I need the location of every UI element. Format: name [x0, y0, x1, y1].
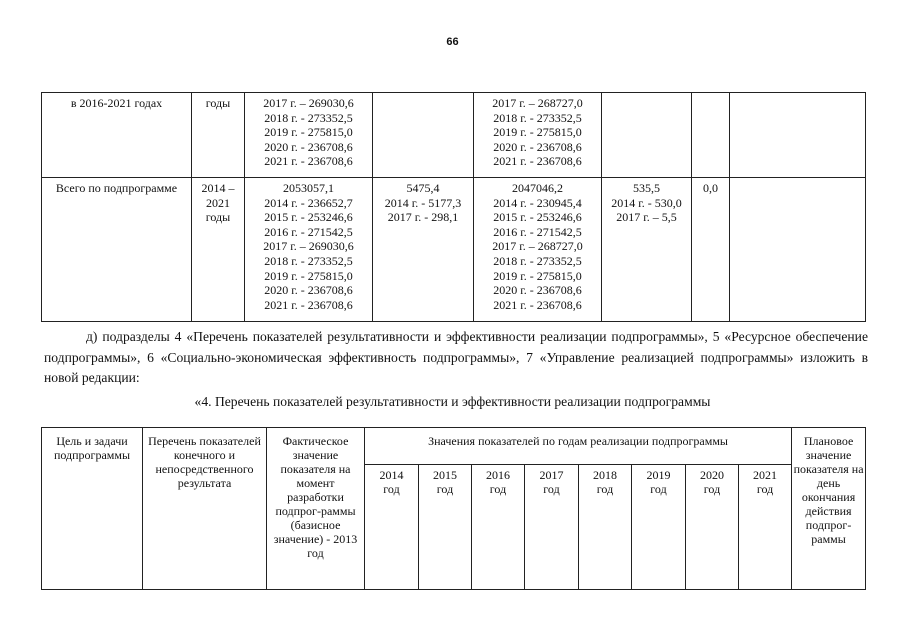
cell-total: [245, 178, 373, 322]
cell-line: 2016 г. - 271542,5: [493, 224, 582, 239]
cell-line: 535,5: [633, 181, 660, 195]
year-column-header: [686, 465, 739, 590]
cell-line: 2020 г. - 236708,6: [264, 283, 353, 298]
cell-line: 2019 г. - 275815,0: [493, 268, 582, 283]
cell-line: годы: [205, 96, 231, 110]
cell-line: 2047046,2: [512, 181, 563, 195]
cell-line: 2018 г. - 273352,5: [493, 253, 582, 268]
year-label: 2015: [433, 468, 457, 482]
year-label: 2021: [753, 468, 778, 482]
header-actual-value: Фактическое значение показателя на момент разработки подпрог-раммы (базисное значение) - 2013 год: [267, 428, 365, 590]
funding-table: [41, 92, 866, 322]
year-unit: год: [489, 482, 507, 496]
cell-line: 2021 г. - 236708,6: [264, 154, 353, 169]
cell-local: [602, 178, 692, 322]
year-unit: год: [650, 482, 667, 496]
cell-line: 2021: [206, 195, 230, 210]
cell-line: 2020 г. - 236708,6: [493, 139, 582, 154]
cell-line: 2014 г. - 5177,3: [384, 195, 462, 210]
cell-line: 2018 г. - 273352,5: [493, 110, 582, 125]
year-column-header: [419, 465, 472, 590]
cell-line: 2014 г. - 230945,4: [493, 195, 582, 210]
cell-line: 2017 г. - 298,1: [387, 210, 459, 225]
cell-line: 2019 г. - 275815,0: [264, 268, 353, 283]
cell-federal: [373, 93, 474, 178]
cell-line: 5475,4: [406, 181, 440, 195]
cell-line: годы: [205, 210, 231, 225]
year-label: 2016: [486, 468, 510, 482]
year-unit: год: [703, 482, 721, 496]
cell-empty: [730, 93, 866, 178]
page-number: 66: [446, 36, 459, 48]
cell-line: 2016 г. - 271542,5: [264, 224, 353, 239]
cell-line: 2017 г. – 269030,6: [263, 239, 354, 254]
year-column-header: [472, 465, 525, 590]
year-column-header: [739, 465, 792, 590]
year-unit: год: [436, 482, 454, 496]
cell-line: 2015 г. - 253246,6: [264, 210, 353, 225]
cell-federal: [373, 178, 474, 322]
cell-line: 2017 г. – 268727,0: [492, 239, 583, 254]
cell-line: 2019 г. - 275815,0: [264, 125, 353, 140]
cell-empty: [730, 178, 866, 322]
indicators-table: [41, 427, 866, 590]
cell-other: [692, 178, 730, 322]
cell-line: 2053057,1: [283, 181, 334, 195]
header-indicators: Перечень показателей конечного и непосредственного результата: [143, 428, 267, 590]
cell-line: 2018 г. - 273352,5: [264, 253, 353, 268]
year-unit: год: [756, 482, 774, 496]
year-column-header: [525, 465, 579, 590]
cell-line: 2014 –: [201, 181, 235, 195]
cell-label: [42, 178, 192, 322]
cell-line: 0,0: [703, 181, 718, 195]
year-label: 2017: [539, 468, 564, 482]
year-label: 2014: [379, 468, 404, 482]
cell-line: 2017 г. – 268727,0: [492, 96, 583, 110]
cell-line: Всего по подпрограмме: [55, 181, 178, 195]
cell-line: 2019 г. - 275815,0: [493, 125, 582, 140]
cell-line: 2020 г. - 236708,6: [264, 139, 353, 154]
cell-period: [192, 178, 245, 322]
year-column-header: [579, 465, 632, 590]
year-unit: год: [383, 482, 400, 496]
year-label: 2020: [700, 468, 724, 482]
year-column-header: [365, 465, 419, 590]
year-label: 2018: [593, 468, 617, 482]
funding-row: [42, 93, 866, 178]
cell-line: 2014 г. - 236652,7: [264, 195, 353, 210]
cell-other: [692, 93, 730, 178]
cell-line: в 2016-2021 годах: [70, 96, 163, 110]
cell-local: [602, 93, 692, 178]
cell-line: 2021 г. - 236708,6: [493, 297, 582, 312]
cell-line: 2020 г. - 236708,6: [493, 283, 582, 298]
funding-row: [42, 178, 866, 322]
cell-line: 2017 г. – 269030,6: [263, 96, 354, 110]
cell-line: 2014 г. - 530,0: [611, 195, 682, 210]
header-goal: Цель и задачи подпрограммы: [42, 428, 143, 590]
cell-regional: [474, 93, 602, 178]
header-values-by-year: Значения показателей по годам реализации подпрограммы: [365, 428, 792, 465]
cell-line: 2021 г. - 236708,6: [493, 154, 582, 169]
year-unit: год: [543, 482, 560, 496]
amendment-paragraph: д) подразделы 4 «Перечень показателей результативности и эффективности реализации подпрограммы», 5 «Ресурсное обеспечение подпрограммы», 6 «Социально-экономическая эффективность подпрограммы», 7 «Управление реализацией подпрограммы» изложить в новой редакции:: [44, 329, 868, 385]
cell-line: 2021 г. - 236708,6: [264, 297, 353, 312]
cell-line: 2015 г. - 253246,6: [493, 210, 582, 225]
cell-total: [245, 93, 373, 178]
cell-line: 2018 г. - 273352,5: [264, 110, 353, 125]
cell-label: [42, 93, 192, 178]
header-planned-value: Плановое значение показателя на день окончания действия подпрог-раммы: [792, 428, 866, 590]
year-label: 2019: [646, 468, 671, 482]
section-heading: «4. Перечень показателей результативности и эффективности реализации подпрограммы: [194, 394, 711, 409]
cell-line: 2017 г. – 5,5: [616, 210, 677, 225]
year-unit: год: [596, 482, 614, 496]
cell-regional: [474, 178, 602, 322]
cell-period: [192, 93, 245, 178]
year-column-header: [632, 465, 686, 590]
